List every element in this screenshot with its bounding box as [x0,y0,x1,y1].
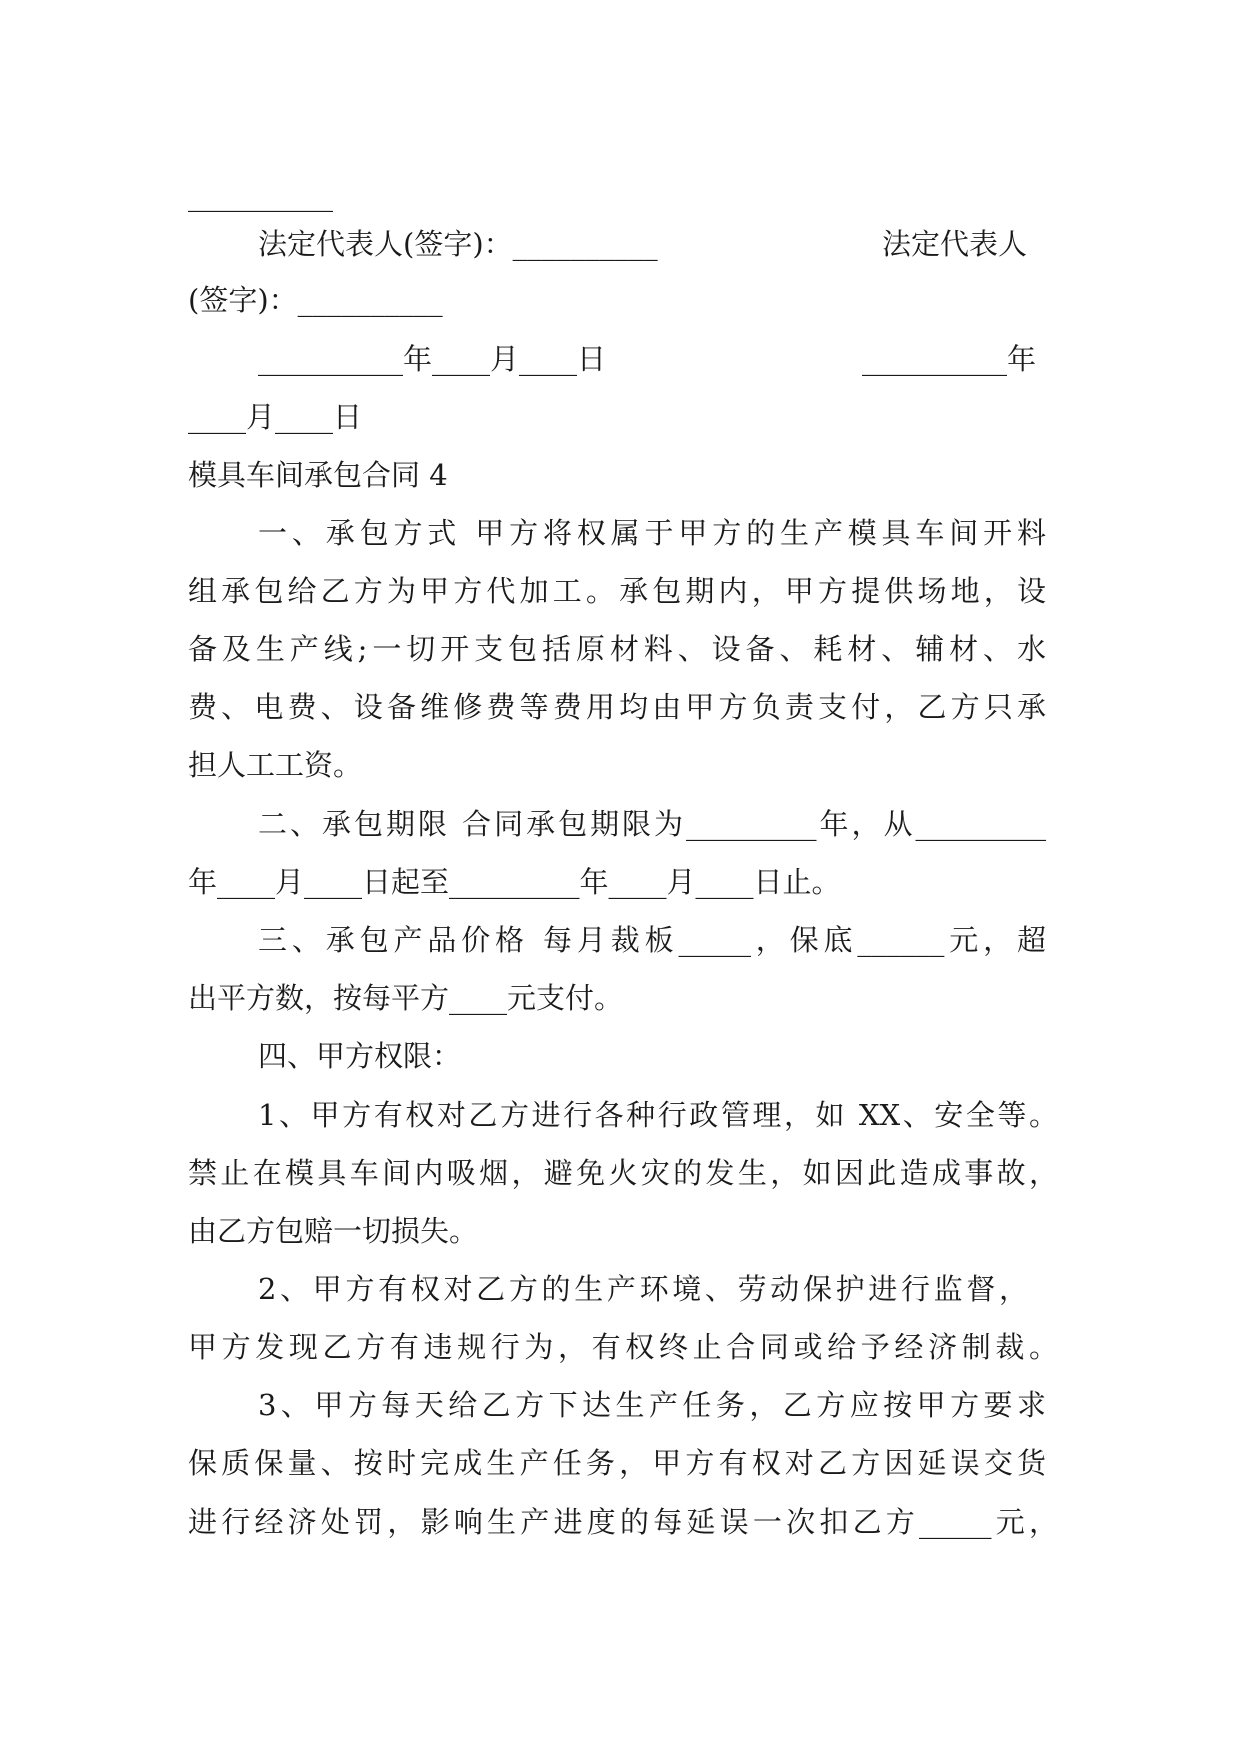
text-line: 1、甲方有权对乙方进行各种行政管理，如 XX、安全等。 [258,1098,1058,1132]
date-row-cont [0,388,1241,446]
text-line: ____月____日 [188,400,363,434]
legal-rep-signature-row [0,215,1241,273]
party-b-date: __________年 [862,342,1037,376]
text-line: (签字)：__________ [188,283,443,317]
paragraph-line [0,1086,1241,1144]
text-line: 由乙方包赔一切损失。 [188,1214,479,1248]
paragraph-line [0,620,1241,678]
text-line: 2、甲方有权对乙方的生产环境、劳动保护进行监督， [258,1272,1028,1306]
text-line: 一、承包方式 甲方将权属于甲方的生产模具车间开料 [258,516,1046,550]
text-line: 出平方数，按每平方____元支付。 [188,981,624,1015]
paragraph-line [0,1376,1241,1434]
text-line: 组承包给乙方为甲方代加工。承包期内，甲方提供场地，设 [188,574,1046,608]
paragraph-line [0,969,1241,1027]
party-a-date: __________年____月____日 [258,342,607,376]
paragraph-line [0,1434,1241,1492]
text-line: 三、承包产品价格 每月裁板_____，保底______元，超 [258,923,1046,957]
paragraph-line [0,795,1241,853]
paragraph-line [0,1202,1241,1260]
paragraph-line [0,504,1241,562]
text-line: 进行经济处罚，影响生产进度的每延误一次扣乙方_____元， [188,1505,1058,1539]
text-line: 3、甲方每天给乙方下达生产任务，乙方应按甲方要求 [258,1388,1046,1422]
text-line: 年____月____日起至_________年____月____日止。 [188,865,841,899]
text-line: 禁止在模具车间内吸烟，避免火灾的发生，如因此造成事故， [188,1156,1058,1190]
party-b-legal-rep: 法定代表人 [882,227,1028,261]
text-line: __________ [188,178,333,212]
section-heading: 四、甲方权限： [258,1039,462,1073]
paragraph-line [0,1144,1241,1202]
section-heading: 模具车间承包合同 4 [188,458,448,492]
date-row [0,330,1241,388]
paragraph-line [0,1027,1241,1085]
paragraph-line [0,678,1241,736]
paragraph-line [0,911,1241,969]
paragraph-line [0,1318,1241,1376]
paragraph-line [0,736,1241,794]
legal-rep-signature-cont [0,271,1241,329]
text-line: 二、承包期限 合同承包期限为_________年，从_________ [258,807,1046,841]
paragraph-line [0,1493,1241,1551]
text-line: 备及生产线;一切开支包括原材料、设备、耗材、辅材、水 [188,632,1046,666]
text-line: 担人工工资。 [188,748,363,782]
text-line: 甲方发现乙方有违规行为，有权终止合同或给予经济制裁。 [188,1330,1058,1364]
party-a-legal-rep: 法定代表人(签字)：__________ [258,227,658,261]
contract-title [0,446,1241,504]
text-line: 保质保量、按时完成生产任务，甲方有权对乙方因延误交货 [188,1446,1046,1480]
paragraph-line [0,853,1241,911]
paragraph-line [0,562,1241,620]
text-line: 费、电费、设备维修费等费用均由甲方负责支付，乙方只承 [188,690,1046,724]
paragraph-line [0,1260,1241,1318]
